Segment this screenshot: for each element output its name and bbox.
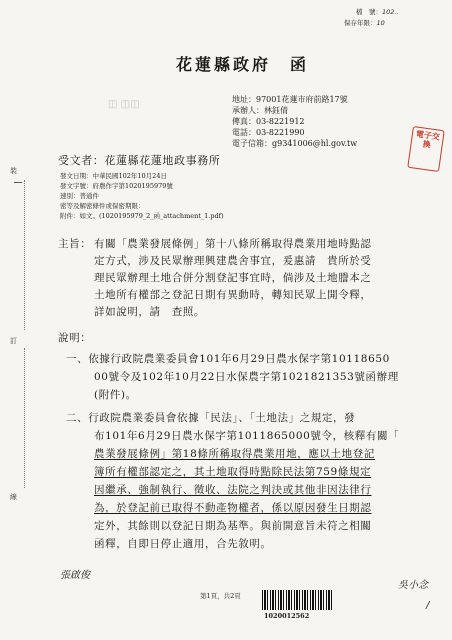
contact-officer: 承辦人：林鈺倩 <box>232 106 288 115</box>
attachment: 附件：如文。(1020195979_2_函_attachment_1.pdf) <box>60 212 224 220</box>
explanation-label: 說明： <box>58 332 92 344</box>
binding-dotted-line-2 <box>24 348 25 488</box>
explanation-item2-line7: 定外，其餘則以登記日期為基準。與前開意旨未符之相關 <box>94 520 372 532</box>
explanation-item2-line2: 布101年6月29日農水保字第1011865000號令，核釋有關「 <box>94 430 400 442</box>
contact-phone: 電話：03-8221990 <box>232 128 305 137</box>
secrecy-level: 密等及解密條件或保密期限： <box>60 202 145 210</box>
electronic-exchange-stamp <box>407 126 445 172</box>
issue-date: 發文日期：中華民國102年10月24日 <box>60 172 167 180</box>
explanation-item2-line8: 函釋，自即日停止適用，合先敘明。 <box>94 538 272 550</box>
subject-line-3: 理民眾辦理土地合併分割登記事宜時，倘涉及土地謄本之 <box>94 272 372 284</box>
explanation-item1-line2: 00號令及102年10月22日水保農字第1021821353號函辦理 <box>94 371 399 383</box>
agency-title: 花蓮縣政府 函 <box>176 55 310 74</box>
explanation-item1-line1: 一、依據行政院農業委員會101年6月29日農水保字第10118650 <box>66 353 390 365</box>
retention-value: 10 <box>376 19 385 27</box>
subject-label: 主旨： <box>58 238 92 250</box>
signature-left: 張啟俊 <box>60 570 90 581</box>
file-number <box>356 8 399 16</box>
explanation-item2-line1: 二、行政院農業委員會依據「民法」、「土地法」之規定，發 <box>66 412 356 424</box>
subject-line-4: 土地所有權部之登記日期有異動時，轉知民眾上開令釋， <box>94 289 372 301</box>
file-number-label: 檔 號： <box>356 8 382 16</box>
binding-bracket <box>14 182 22 188</box>
explanation-item2-line5: 因繼承、強制執行、徵收、法院之判決或其他非因法律行 <box>94 484 372 496</box>
contact-address: 地址：97001花蓮市府前路17號 <box>232 95 348 104</box>
explanation-item2-line6: 為，於登記前已取得不動產物權者，係以原因發生日期認 <box>94 502 372 514</box>
explanation-item2-line3: 農業發展條例」第18條所稱取得農業用地，應以土地登記 <box>94 448 375 460</box>
contact-email: 電子信箱：g9341006@hl.gov.tw <box>232 139 358 148</box>
subject-line-5: 詳如說明，請 查照。 <box>94 306 205 318</box>
explanation-item1-line3: (附件)。 <box>94 389 137 401</box>
stamp-text: 電子交換 <box>415 128 441 150</box>
file-number-value: 102.. <box>382 8 399 16</box>
page-number: 第1頁，共2頁 <box>200 592 241 600</box>
retention-period <box>344 19 385 27</box>
explanation-item2-line4: 簿所有權部認定之，其土地取得時點除民法第759條規定 <box>94 466 372 478</box>
barcode-number: 1020012562 <box>264 612 310 620</box>
binding-dotted-line <box>24 180 25 330</box>
binding-mark-top: 裝 <box>10 167 17 175</box>
subject-line-1: 有關「農業發展條例」第十八條所稱取得農業用地時點認 <box>94 238 372 250</box>
delivery-speed: 速別：普通件 <box>60 192 99 200</box>
document-number: 發文字號：府農作字第1020195979號 <box>60 182 173 190</box>
document-barcode <box>262 590 334 610</box>
recipient: 受文者：花蓮縣花蓮地政事務所 <box>58 154 221 167</box>
contact-fax: 傳真：03-8221912 <box>232 117 305 126</box>
binding-mark-mid: 訂 <box>10 337 17 345</box>
binding-mark-bottom: 線 <box>10 493 17 501</box>
retention-label: 保存年限： <box>344 19 377 27</box>
signature-right: 吳小念 <box>398 580 428 591</box>
subject-line-2: 定方式，涉及民眾辦理興建農舍事宜，爰惠請 貴所於受 <box>94 255 372 267</box>
margin-tick: / <box>426 600 430 611</box>
faint-seal-mark: ◫ ◫◫ <box>108 99 140 110</box>
